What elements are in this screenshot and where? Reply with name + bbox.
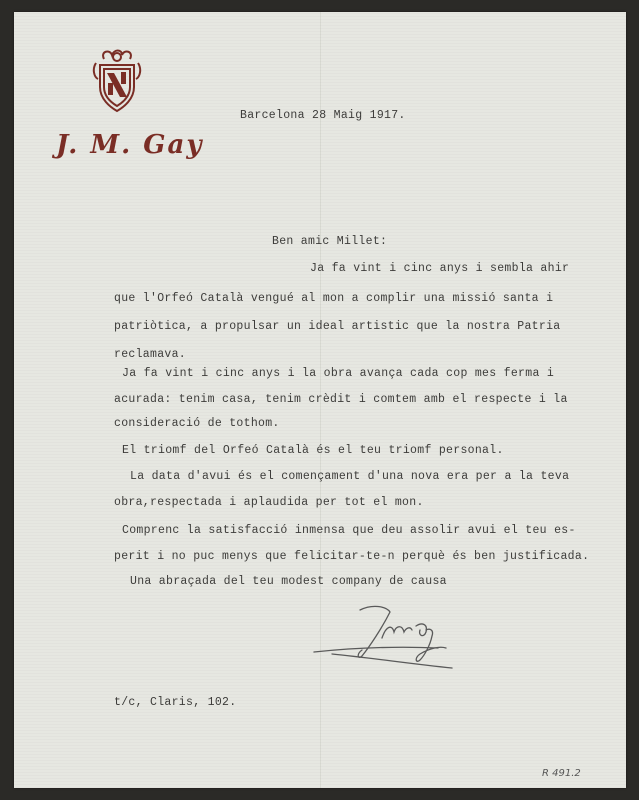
body-line: Comprenc la satisfacció inmensa que deu assolir avui el teu es- xyxy=(122,524,576,537)
salutation: Ben amic Millet: xyxy=(272,235,388,248)
heraldic-crest-icon xyxy=(90,47,144,115)
body-line: obra,respectada i aplaudida per tot el mon. xyxy=(114,496,424,509)
body-line: El triomf del Orfeó Català és el teu triomf personal. xyxy=(122,444,504,457)
body-line: reclamava. xyxy=(114,348,187,361)
body-line: Ja fa vint i cinc anys i sembla ahir xyxy=(310,262,570,275)
letter-sheet xyxy=(14,12,626,788)
body-line: La data d'avui és el començament d'una nova era per a la teva xyxy=(130,470,570,483)
body-line: Una abraçada del teu modest company de causa xyxy=(130,575,447,588)
body-line: acurada: tenim casa, tenim crèdit i comtem amb el respecte i la xyxy=(114,393,568,406)
archive-mark: R 491.2 xyxy=(542,768,581,779)
address: t/c, Claris, 102. xyxy=(114,696,237,709)
place-date: Barcelona 28 Maig 1917. xyxy=(240,109,406,122)
body-line: que l'Orfeó Català vengué al mon a complir una missió santa i xyxy=(114,292,554,305)
letterhead-monogram: J. M. Gay xyxy=(56,130,204,160)
body-line: Ja fa vint i cinc anys i la obra avança cada cop mes ferma i xyxy=(122,367,555,380)
body-line: patriòtica, a propulsar un ideal artistic que la nostra Patria xyxy=(114,320,561,333)
handwritten-signature xyxy=(312,602,462,682)
body-line: perit i no puc menys que felicitar-te-n perquè és ben justificada. xyxy=(114,550,590,563)
body-line: consideració de tothom. xyxy=(114,417,280,430)
